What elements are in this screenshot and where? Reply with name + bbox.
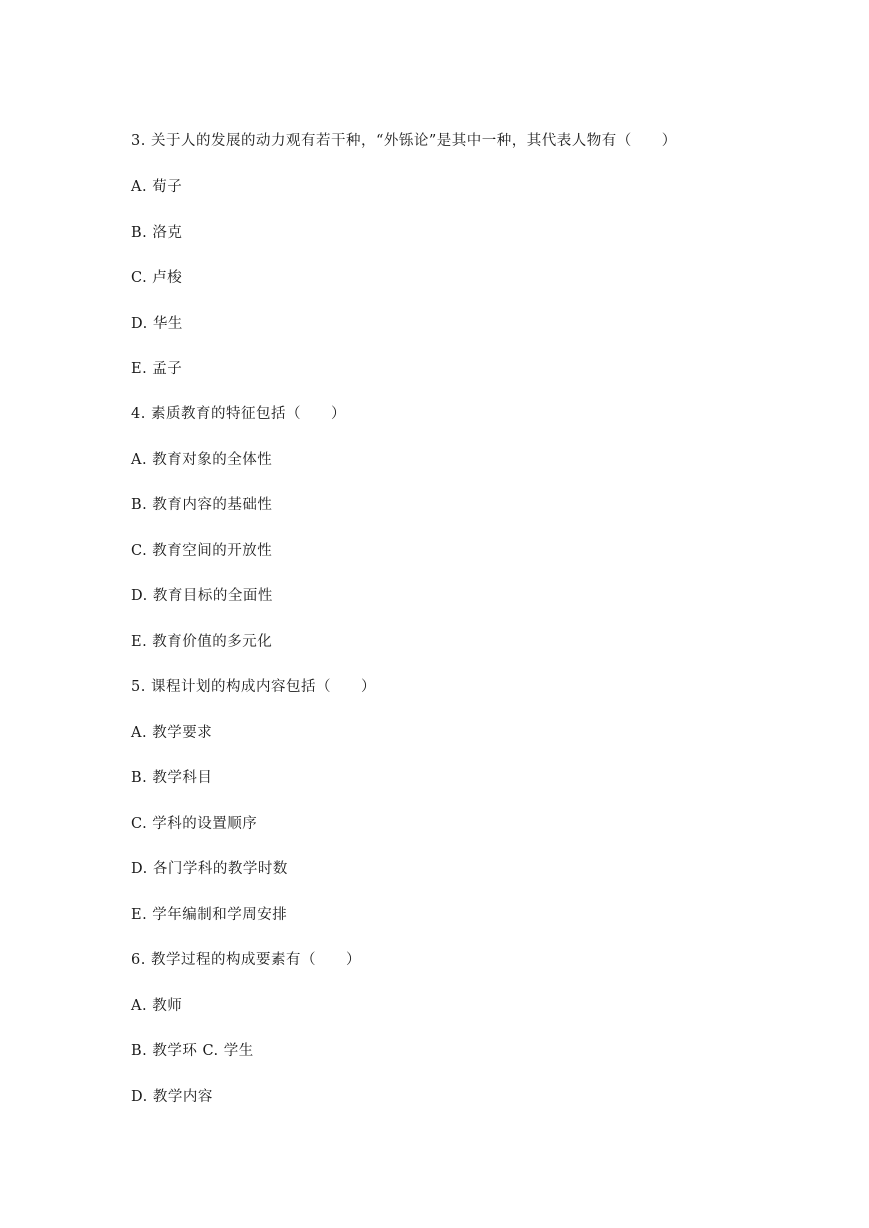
question-5-option-a: A. 教学要求: [131, 725, 213, 741]
question-4-option-d: D. 教育目标的全面性: [131, 588, 273, 604]
question-4-stem: 4. 素质教育的特征包括（ ）: [131, 406, 346, 422]
question-4-option-b: B. 教育内容的基础性: [131, 497, 273, 513]
question-5-option-b: B. 教学科目: [131, 770, 213, 786]
question-5-option-c: C. 学科的设置顺序: [131, 816, 258, 832]
question-3-option-d: D. 华生: [131, 316, 183, 332]
question-3-option-a: A. 荀子: [131, 179, 183, 195]
question-4-option-c: C. 教育空间的开放性: [131, 543, 273, 559]
question-3-option-b: B. 洛克: [131, 225, 183, 241]
question-5-stem: 5. 课程计划的构成内容包括（ ）: [131, 679, 376, 695]
question-5-option-e: E. 学年编制和学周安排: [131, 907, 288, 923]
question-4-option-a: A. 教育对象的全体性: [131, 452, 273, 468]
question-3-option-c: C. 卢梭: [131, 270, 183, 286]
question-6-option-b-c: B. 教学环 C. 学生: [131, 1043, 254, 1059]
question-5-option-d: D. 各门学科的教学时数: [131, 861, 288, 877]
question-4-option-e: E. 教育价值的多元化: [131, 634, 273, 650]
question-6-option-d: D. 教学内容: [131, 1089, 213, 1105]
question-6-stem: 6. 教学过程的构成要素有（ ）: [131, 952, 361, 968]
question-3-option-e: E. 孟子: [131, 361, 183, 377]
question-3-stem: 3. 关于人的发展的动力观有若干种，“外铄论”是其中一种，其代表人物有（ ）: [131, 133, 677, 149]
question-6-option-a: A. 教师: [131, 998, 183, 1014]
